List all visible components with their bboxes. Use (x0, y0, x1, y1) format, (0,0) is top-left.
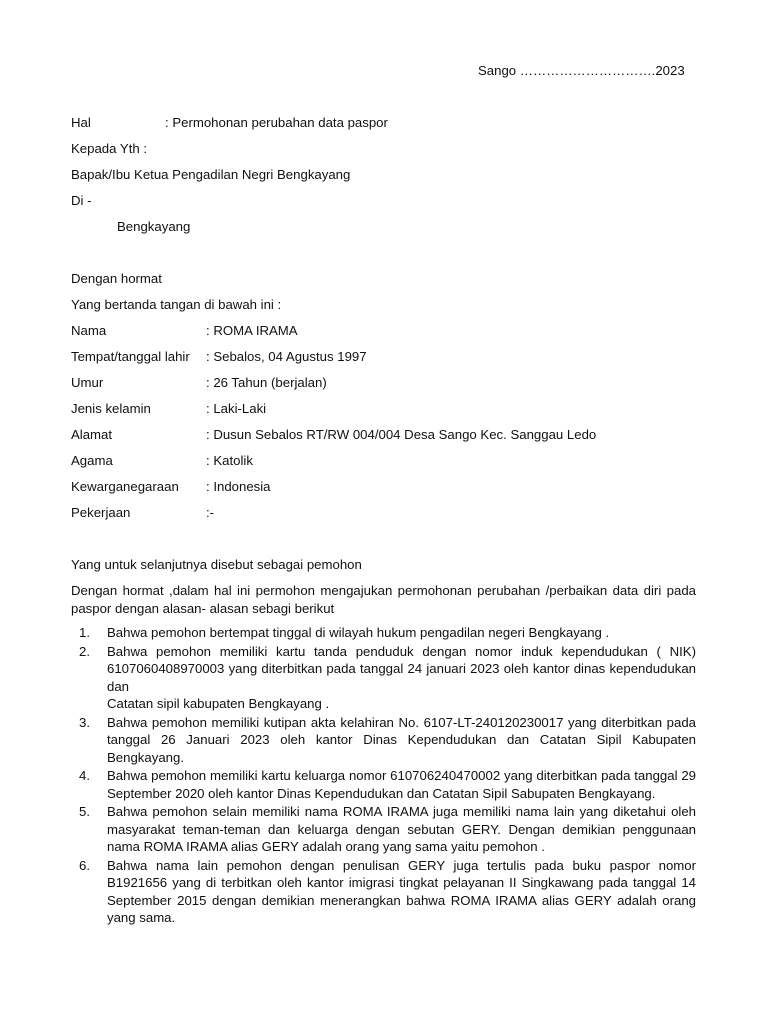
field-label: Alamat (71, 427, 113, 442)
recipient-city: Bengkayang (117, 219, 191, 234)
recipient-kepada: Kepada Yth : (71, 141, 148, 156)
field-value: : Laki-Laki (206, 401, 267, 416)
field-label: Umur (71, 375, 104, 390)
subject-label: Hal (71, 115, 91, 130)
list-item (71, 857, 696, 927)
field-value: : ROMA IRAMA (206, 323, 298, 338)
list-item (71, 624, 696, 642)
list-item (71, 643, 696, 713)
letter-date: Sango ………………………….2023 (478, 63, 685, 78)
intro-line: Yang bertanda tangan di bawah ini : (71, 297, 282, 312)
list-item-text: Bahwa pemohon memiliki kartu tanda penduduk dengan nomor induk kependudukan ( NIK) 6107060408970003 yang diterbitkan pada tanggal 24 januari 2023 oleh kantor dinas kependudukan dan (107, 643, 696, 694)
list-item-text: Bahwa pemohon memiliki kutipan akta kelahiran No. 6107-LT-240120230017 yang diterbitkan pada tanggal 26 Januari 2023 oleh kantor Dinas Kependudukan dan Catatan Sipil Kabupaten Bengkayang. (107, 714, 696, 765)
field-value: : Dusun Sebalos RT/RW 004/004 Desa Sango Kec. Sanggau Ledo (206, 427, 597, 442)
reasons-list (71, 624, 696, 928)
list-item-continuation: Catatan sipil kabupaten Bengkayang . (107, 696, 330, 711)
list-item-number: 5. (79, 804, 90, 819)
list-item-number: 4. (79, 768, 90, 783)
recipient-addressee: Bapak/Ibu Ketua Pengadilan Negri Bengkayang (71, 167, 351, 182)
field-value: : Katolik (206, 453, 253, 468)
list-item-text: Bahwa pemohon bertempat tinggal di wilayah hukum pengadilan negeri Bengkayang . (107, 625, 610, 640)
list-item (71, 714, 696, 767)
field-label: Agama (71, 453, 113, 468)
list-item (71, 803, 696, 856)
field-value: : 26 Tahun (berjalan) (206, 375, 327, 390)
list-item-text: Bahwa nama lain pemohon dengan penulisan GERY juga tertulis pada buku paspor nomor B1921656 yang di terbitkan oleh kantor imigrasi tingkat pelayanan II Singkawang pada tanggal 14 September 2015 dengan demikian menerangkan bahwa ROMA IRAMA alias GERY adalah orang yang sama. (107, 857, 696, 925)
field-value: :- (206, 505, 215, 520)
list-item-text: Bahwa pemohon memiliki kartu keluarga nomor 610706240470002 yang diterbitkan pada tanggal 29 September 2020 oleh kantor Dinas Kependudukan dan Catatan Sipil Sabupaten Bengkayang. (107, 768, 696, 801)
field-label: Nama (71, 323, 107, 338)
subject-value: : Permohonan perubahan data paspor (165, 115, 388, 130)
pemohon-line: Yang untuk selanjutnya disebut sebagai pemohon (71, 557, 362, 572)
list-item-number: 2. (79, 643, 90, 659)
list-item-number: 3. (79, 714, 90, 730)
list-item (71, 767, 696, 802)
list-item-number: 6. (79, 857, 90, 873)
field-label: Jenis kelamin (71, 401, 151, 416)
recipient-di: Di - (71, 193, 92, 208)
list-item-number: 1. (79, 625, 90, 640)
field-value: : Sebalos, 04 Agustus 1997 (206, 349, 367, 364)
request-paragraph: Dengan hormat ,dalam hal ini permohon mengajukan permohonan perubahan /perbaikan data diri pada paspor dengan alasan- alasan sebagi berikut (71, 583, 696, 616)
list-item-text: Bahwa pemohon selain memiliki nama ROMA IRAMA juga memiliki nama lain yang diketahui oleh masyarakat teman-teman dan keluarga dengan sebutan GERY. Dengan demikian penggunaan nama ROMA IRAMA alias GERY adalah orang yang sama yaitu pemohon . (107, 804, 696, 854)
field-value: : Indonesia (206, 479, 271, 494)
greeting: Dengan hormat (71, 271, 162, 286)
field-label: Kewarganegaraan (71, 479, 179, 494)
field-label: Pekerjaan (71, 505, 131, 520)
field-label: Tempat/tanggal lahir (71, 349, 190, 364)
